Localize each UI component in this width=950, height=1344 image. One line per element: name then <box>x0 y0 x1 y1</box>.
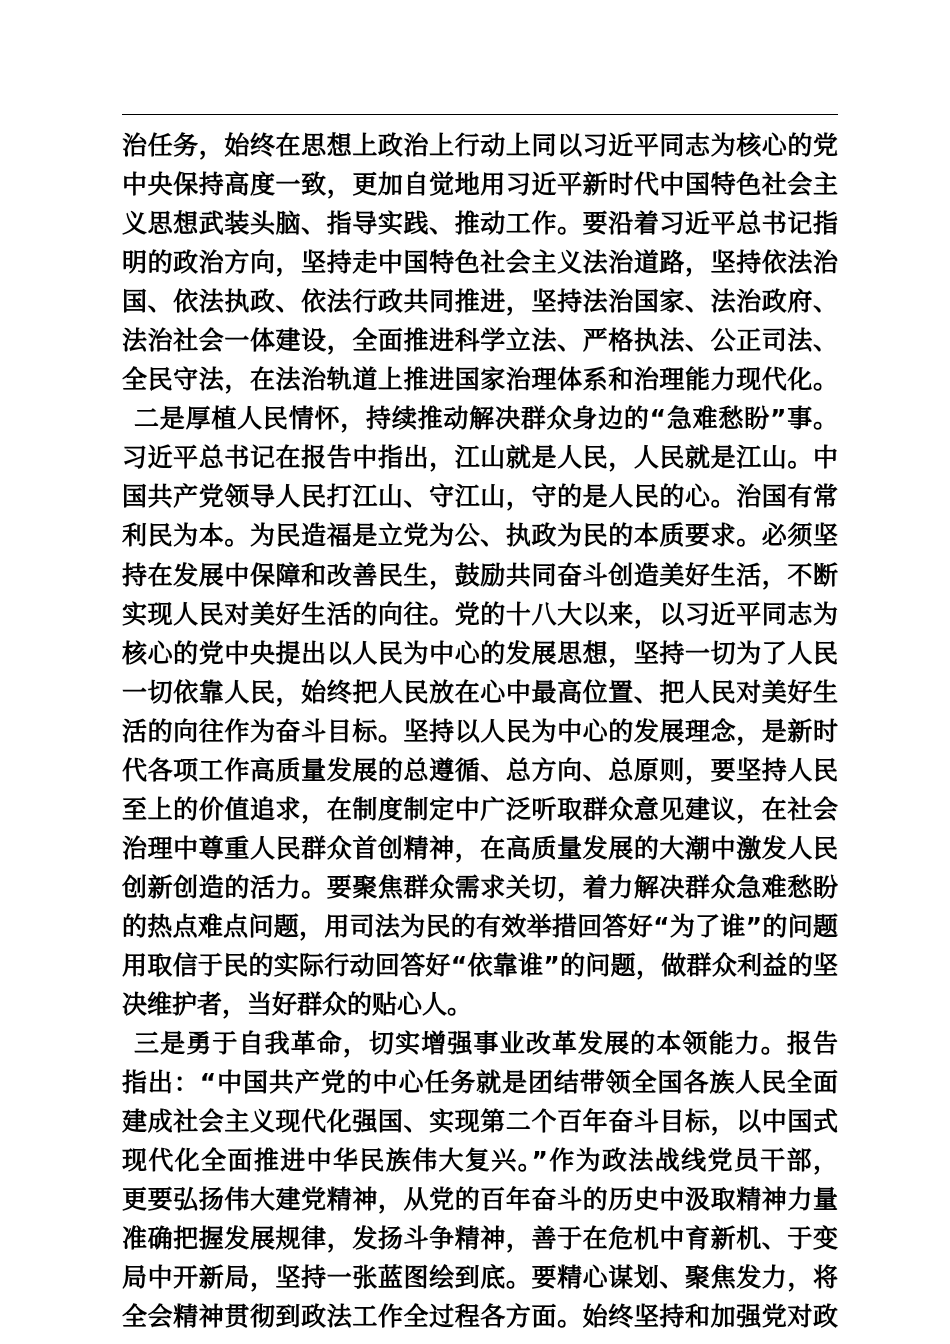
text-line: 持在发展中保障和改善民生，鼓励共同奋斗创造美好生活，不断 <box>122 560 838 590</box>
text-line: 创新创造的活力。要聚焦群众需求关切，着力解决群众急难愁盼 <box>122 872 838 902</box>
text-line: 准确把握发展规律，发扬斗争精神，善于在危机中育新机、于变 <box>122 1224 838 1254</box>
text-line: 至上的价值追求，在制度制定中广泛听取群众意见建议，在社会 <box>122 794 838 824</box>
text-line: 指出：“中国共产党的中心任务就是团结带领全国各族人民全面 <box>122 1068 838 1098</box>
document-body <box>122 126 838 1336</box>
header-rule <box>122 114 838 115</box>
text-line: 全会精神贯彻到政法工作全过程各方面。始终坚持和加强党对政 <box>122 1302 838 1332</box>
text-line: 明的政治方向，坚持走中国特色社会主义法治道路，坚持依法治 <box>122 248 838 278</box>
text-line: 局中开新局，坚持一张蓝图绘到底。要精心谋划、聚焦发力，将 <box>122 1263 838 1293</box>
text-line: 的热点难点问题，用司法为民的有效举措回答好“为了谁”的问题 <box>122 911 838 941</box>
text-line: 国、依法执政、依法行政共同推进，坚持法治国家、法治政府、 <box>122 287 838 317</box>
text-line: 核心的党中央提出以人民为中心的发展思想，坚持一切为了人民 <box>122 638 838 668</box>
text-line: 利民为本。为民造福是立党为公、执政为民的本质要求。必须坚 <box>122 521 838 551</box>
text-line: 现代化全面推进中华民族伟大复兴。”作为政法战线党员干部， <box>122 1146 838 1176</box>
text-line: 义思想武装头脑、指导实践、推动工作。要沿着习近平总书记指 <box>122 209 838 239</box>
text-line: 习近平总书记在报告中指出，江山就是人民，人民就是江山。中 <box>122 443 838 473</box>
text-line: 更要弘扬伟大建党精神，从党的百年奋斗的历史中汲取精神力量 <box>122 1185 838 1215</box>
text-line: 建成社会主义现代化强国、实现第二个百年奋斗目标，以中国式 <box>122 1107 838 1137</box>
text-line: 用取信于民的实际行动回答好“依靠谁”的问题，做群众利益的坚 <box>122 950 838 980</box>
paragraph-heading-line: 二是厚植人民情怀，持续推动解决群众身边的“急难愁盼”事。 <box>134 404 838 434</box>
text-line: 全民守法，在法治轨道上推进国家治理体系和治理能力现代化。 <box>122 365 838 395</box>
text-line: 法治社会一体建设，全面推进科学立法、严格执法、公正司法、 <box>122 326 838 356</box>
text-line: 代各项工作高质量发展的总遵循、总方向、总原则，要坚持人民 <box>122 755 838 785</box>
paragraph-heading-line: 三是勇于自我革命，切实增强事业改革发展的本领能力。报告 <box>134 1029 838 1059</box>
text-line: 治理中尊重人民群众首创精神，在高质量发展的大潮中激发人民 <box>122 833 838 863</box>
text-line: 治任务，始终在思想上政治上行动上同以习近平同志为核心的党 <box>122 131 838 160</box>
text-line: 决维护者，当好群众的贴心人。 <box>122 990 473 1020</box>
text-line: 活的向往作为奋斗目标。坚持以人民为中心的发展理念，是新时 <box>122 716 838 746</box>
text-line: 一切依靠人民，始终把人民放在心中最高位置、把人民对美好生 <box>122 677 838 707</box>
text-line: 中央保持高度一致，更加自觉地用习近平新时代中国特色社会主 <box>122 170 838 200</box>
text-line: 国共产党领导人民打江山、守江山，守的是人民的心。治国有常 <box>122 482 838 512</box>
text-line: 实现人民对美好生活的向往。党的十八大以来，以习近平同志为 <box>122 599 838 629</box>
